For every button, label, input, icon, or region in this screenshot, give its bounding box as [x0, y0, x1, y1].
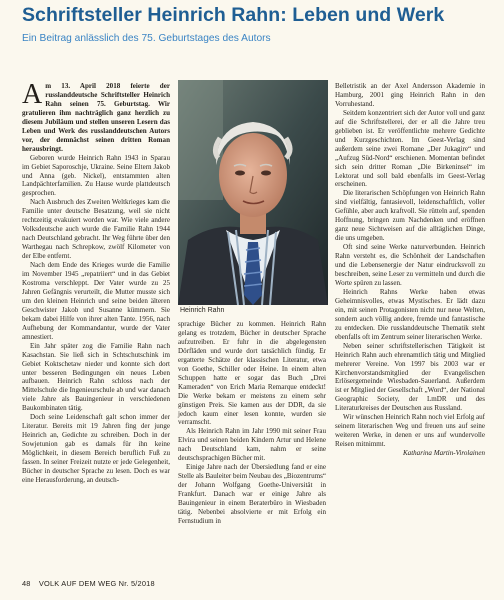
page-number: 48: [22, 579, 31, 588]
paragraph: Wir wünschen Heinrich Rahn noch viel Erfolg auf seinem literarischen Weg und freuen uns auf seine weiteren Werke, in denen er uns auf wundervolle Reisen mitnimmt.: [335, 413, 485, 449]
paragraph: Seitdem konzentriert sich der Autor voll und ganz auf die Schriftstellerei, der er all die Jahre treu geblieben ist. Er veröffentlichte mehrere Gedichte und Kurzgeschichten. Im Geest-Verlag sind außerdem seine zwei Romane „Der Jukagire“ und „Aufzug Süd-Nord“ erschienen. Momentan befindet sich sein dritter Roman „Die Birkeninsel“ im Lektorat und soll bald ebenfalls im Geest-Verlag erscheinen.: [335, 108, 485, 189]
paragraph: Als Heinrich Rahn im Jahr 1990 mit seiner Frau Elvira und seinen beiden Kindern Artur und Helene nach Deutschland kam, nahm er seine deutschsprachigen Bücher mit.: [178, 427, 326, 463]
author-photo: [178, 80, 328, 305]
text-column-3: [335, 82, 485, 458]
lead-text: m 13. April 2018 feierte der russlanddeutsche Schriftsteller Heinrich Rahn seinen 75. Geburtstag. Wir gratulieren ihm nachträglich ganz herzlich zu diesem Jubiläum und stellen unseren Lesern das Leben und Werk des russlanddeutschen Autors vor, der demnächst seinen dritten Roman herausbringt.: [22, 82, 170, 153]
article-subtitle: Ein Beitrag anlässlich des 75. Geburtstages des Autors: [22, 33, 271, 44]
drop-cap: A: [22, 79, 43, 110]
paragraph: Die literarischen Schöpfungen von Heinrich Rahn sind vielfältig, fantasievoll, leidenschaftlich, voller Gefühle, aber auch kraftvoll. Sie rütteln auf, spenden Hoffnung, bringen zum Nachdenken und eröffnen ganz neue Sichtweisen auf die alltäglichen Dinge, die uns umgeben.: [335, 189, 485, 243]
text-column-1: [22, 79, 170, 485]
paragraph: Nach dem Ende des Krieges wurde die Familie im November 1945 „repatriiert“ und in das Gebiet Kostroma verschleppt. Der Vater wurde zu 25 Jahren Gefängnis verurteilt, die Mutter musste sich um den kleinen Heinrich und seine beiden älteren Geschwister Jakob und Susanne kümmern. Sie bekam dabei Hilfe von ihrer alten Tante. 1956, nach Aufhebung der Kommandantur, wurde der Vater amnestiert.: [22, 261, 170, 341]
paragraph: Einige Jahre nach der Übersiedlung fand er eine Stelle als Bauleiter beim Neubau des „Biozentrums“ der Johann Wolfgang Goethe-Universität in Frankfurt. Danach war er einige Jahre als Bauingenieur in einem Beraterbüro in Wiesbaden tätig. Nebenbei absolvierte er mit Erfolg ein Fernstudium in: [178, 463, 326, 525]
author-signature: Katharina Martin-Virolainen: [402, 449, 485, 458]
paragraph: Neben seiner schriftstellerischen Tätigkeit ist Heinrich Rahn auch ehrenamtlich tätig und Mitglied mehrerer Vereine. Von 1997 bis 2003 war er Kirchenvorstandsmitglied der Evangelischen Erlösergemeinde Wiesbaden-Sauerland. Außerdem ist er Mitglied der Gesellschaft „Word“, der National Geographic Society, der LmDR und des Literaturkreises der Deutschen aus Russland.: [335, 341, 485, 413]
magazine-issue: VOLK AUF DEM WEG Nr. 5/2018: [38, 579, 155, 588]
paragraph: Oft sind seine Werke naturverbunden. Heinrich Rahn versteht es, die Schönheit der Landschaften und die Lebensenergie der Natur eindrucksvoll zu beschreiben, seine Leser zu vermitteln und durch die Worte spüren zu lassen.: [335, 243, 485, 287]
page-footer: [22, 579, 161, 588]
paragraph: Geboren wurde Heinrich Rahn 1943 in Sparau im Gebiet Saporoschje, Ukraine. Seine Eltern Jakob und Anna (geb. Nickel), entstammten alten Landpächterfamilien. Zu Hause wurde plattdeutsch gesprochen.: [22, 153, 170, 198]
text-column-2: [178, 320, 326, 526]
article-title: Schriftsteller Heinrich Rahn: Leben und Werk: [22, 4, 445, 26]
lead-paragraph: [22, 79, 170, 154]
paragraph: sprachige Bücher zu kommen. Heinrich Rahn gelang es trotzdem, Bücher in deutscher Sprache aufzutreiben. Er fuhr in die abgelegensten Dörfläden und wurde dort tatsächlich fündig. Er ergatterte Schätze der klassischen Literatur, etwa von Goethe, Schiller oder Heine. In einem alten Schuppen hatte er sogar das Buch „Drei Kameraden“ von Erich Maria Remarque entdeckt! Die Werke bekam er meistens zu einem sehr günstigen Preis. Sie kamen aus der DDR, da sie jedoch kaum einer lesen konnte, wurden sie verramscht.: [178, 320, 326, 427]
paragraph: Ein Jahr später zog die Familie Rahn nach Kasachstan. Sie ließ sich in Schtschutschink im Gebiet Koktschetaw nieder und konnte sich dort unter besseren Bedingungen ein neues Leben aufbauen. Heinrich Rahn schloss nach der Mittelschule die Ingenieurschule ab und war danach viele Jahre als Bauingenieur in verschiedenen Baukombinaten tätig.: [22, 341, 170, 413]
paragraph: Doch seine Leidenschaft galt schon immer der Literatur. Bereits mit 19 Jahren fing der junge Heinrich an, Gedichte zu schreiben. Doch in der Sowjetunion gab es damals für ihn keine Möglichkeit, in diesem Bereich beruflich Fuß zu fassen. In seiner Freizeit nutzte er jede Gelegenheit, Bücher in deutscher Sprache zu lesen. Doch es war eine Herausforderung, an deutsch-: [22, 413, 170, 484]
paragraph: Nach Ausbruch des Zweiten Weltkrieges kam die Familie unter deutsche Besatzung, weil sie nicht rechtzeitig evakuiert worden war. Wie viele andere Volksdeutsche auch wurde die Familie Rahn 1944 nach Deutschland gebracht. Ihr Weg führte über den Warthegau nach Schrepkow, zwölf Kilometer von der Elbe entfernt.: [22, 198, 170, 261]
paragraph: Heinrich Rahns Werke haben etwas Geheimnisvolles, etwas Mystisches. Er lädt dazu ein, mit seinen Protagonisten nicht nur neue Welten, sondern auch völlig andere, fremde und fantastische zu entdecken. Die russlanddeutsche Thematik steht ebenfalls oft im Zentrum seiner literarischen Werke.: [335, 287, 485, 341]
paragraph: Belletristik an der Axel Andersson Akademie in Hamburg, 2001 ging Heinrich Rahn in den Vorruhestand.: [335, 82, 485, 108]
author-portrait-image: [178, 80, 328, 305]
photo-caption: Heinrich Rahn: [180, 307, 225, 314]
